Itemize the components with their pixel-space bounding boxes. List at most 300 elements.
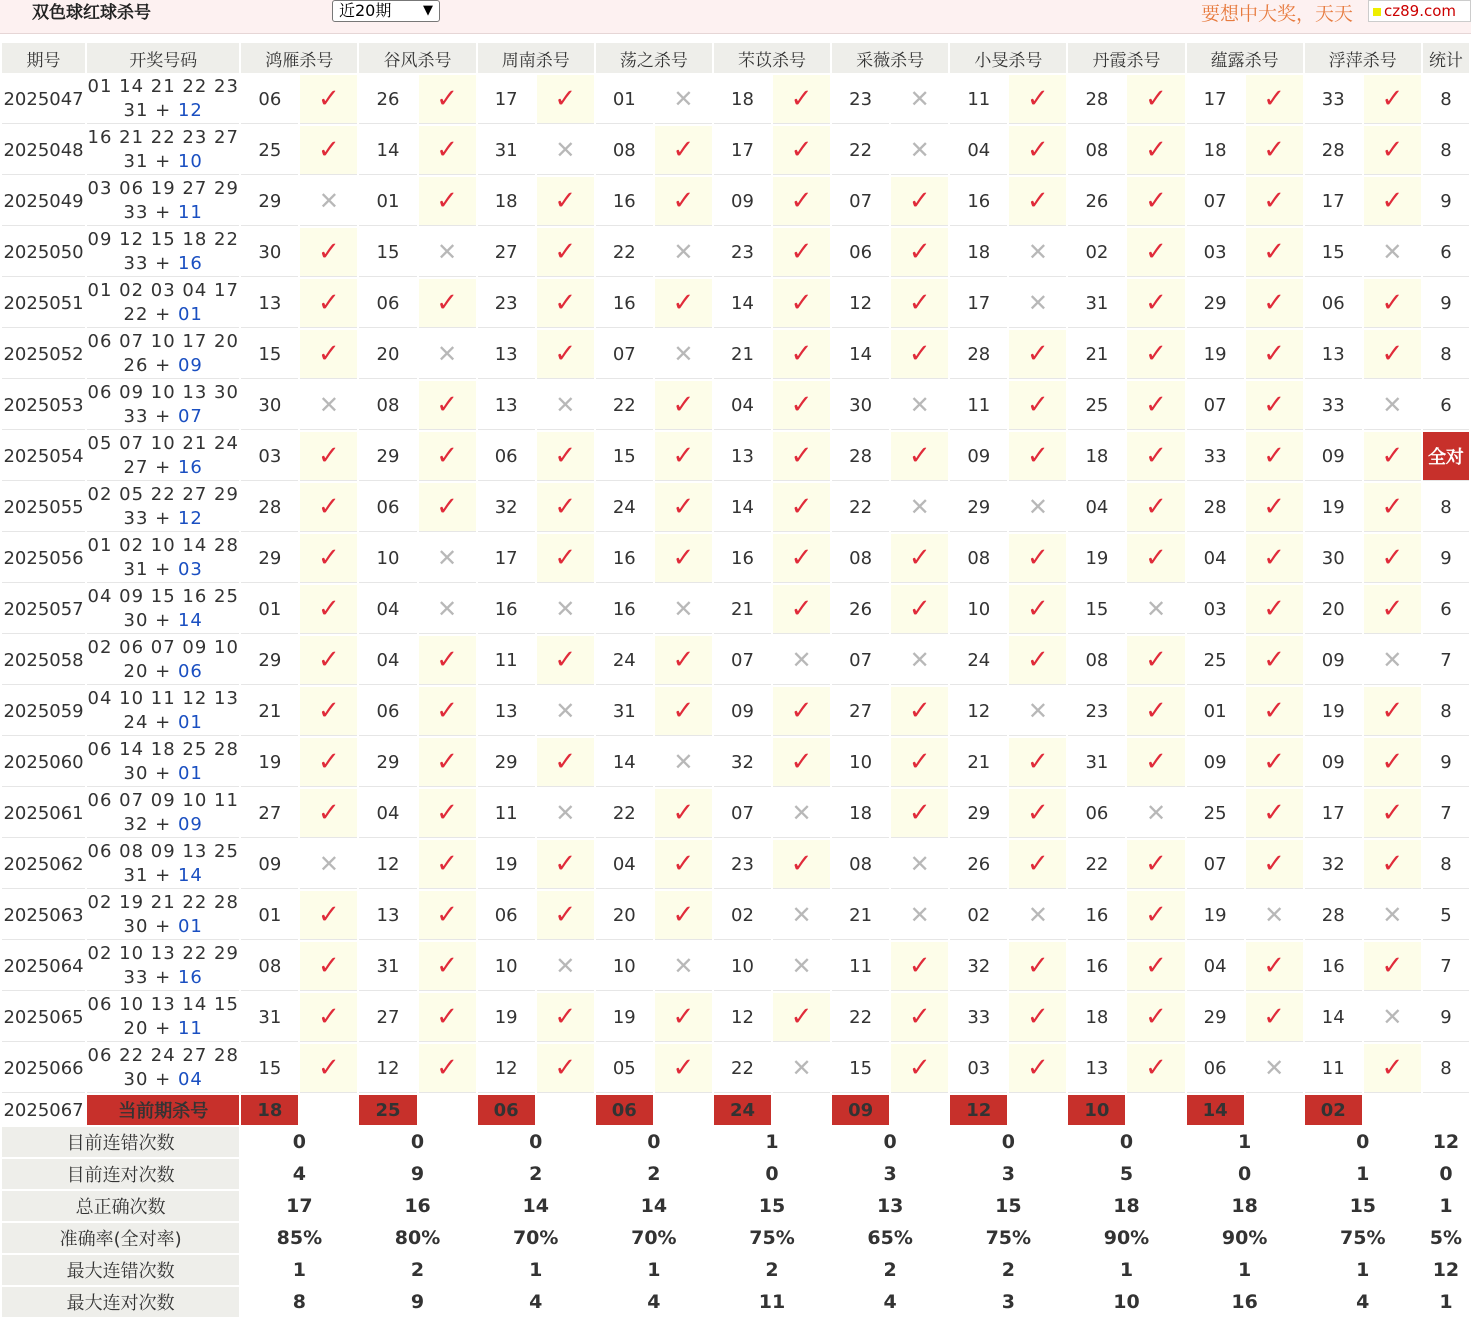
check-icon: ✓ <box>908 237 931 267</box>
miss-cell <box>419 585 476 634</box>
kill-number: 08 <box>596 126 653 175</box>
table-row <box>2 279 1469 328</box>
check-icon: ✓ <box>790 84 813 114</box>
table-row <box>2 330 1469 379</box>
check-icon: ✓ <box>436 900 458 930</box>
draw-numbers <box>87 75 239 124</box>
blue-ball: 16 <box>177 457 203 478</box>
kill-number: 11 <box>950 381 1007 430</box>
current-kill-number: 25 <box>359 1095 416 1125</box>
table-row <box>2 126 1469 175</box>
count-cell: 8 <box>1423 840 1469 889</box>
stats-value: 13 <box>876 1195 904 1217</box>
kill-number: 19 <box>1305 687 1362 736</box>
hit-cell <box>891 585 948 634</box>
kill-number: 04 <box>596 840 653 889</box>
kill-number: 09 <box>714 177 771 226</box>
kill-number: 31 <box>478 126 535 175</box>
draw-line2 <box>87 711 239 735</box>
kill-number: 33 <box>1305 381 1362 430</box>
miss-cell <box>773 636 830 685</box>
miss-cell <box>773 789 830 838</box>
check-icon: ✓ <box>672 492 695 522</box>
period-cell: 2025066 <box>2 1044 85 1093</box>
stats-total: 0 <box>1439 1163 1453 1185</box>
hit-cell <box>300 1044 357 1093</box>
kill-number: 23 <box>1068 687 1125 736</box>
check-icon: ✓ <box>436 1053 458 1083</box>
kill-number: 17 <box>1187 75 1244 124</box>
table-row <box>2 1044 1469 1093</box>
check-icon: ✓ <box>672 288 695 318</box>
check-icon: ✓ <box>554 441 577 471</box>
kill-number: 22 <box>832 483 889 532</box>
current-period: 2025067 <box>2 1095 85 1125</box>
current-kill-number: 24 <box>714 1095 771 1125</box>
count-cell: 8 <box>1423 687 1469 736</box>
stats-value: 2 <box>765 1259 779 1281</box>
hit-cell <box>1127 1044 1184 1093</box>
period-select[interactable] <box>332 0 440 22</box>
kill-number-table <box>0 41 1471 1319</box>
draw-line2 <box>87 405 239 429</box>
kill-number: 16 <box>1068 942 1125 991</box>
hit-cell <box>891 687 948 736</box>
kill-number: 03 <box>950 1044 1007 1093</box>
check-icon: ✓ <box>1145 747 1167 777</box>
kill-number: 09 <box>714 687 771 736</box>
cross-icon: ✕ <box>791 900 812 929</box>
check-icon: ✓ <box>318 339 340 369</box>
empty-cell <box>655 1095 712 1125</box>
stats-value: 1 <box>765 1131 779 1153</box>
hit-cell <box>300 483 357 532</box>
check-icon: ✓ <box>908 951 931 981</box>
miss-cell <box>1009 483 1066 532</box>
draw-line2 <box>87 915 239 939</box>
period-cell: 2025064 <box>2 942 85 991</box>
check-icon: ✓ <box>1026 951 1049 981</box>
kill-number: 18 <box>1187 126 1244 175</box>
draw-line2 <box>87 201 239 225</box>
kill-number: 29 <box>950 483 1007 532</box>
kill-number: 01 <box>241 585 298 634</box>
kill-number: 17 <box>478 534 535 583</box>
check-icon: ✓ <box>790 390 813 420</box>
red-balls-line1: 06 08 09 13 25 <box>87 841 239 862</box>
empty-cell <box>1246 1095 1303 1125</box>
table-row <box>2 840 1469 889</box>
hit-cell <box>1009 840 1066 889</box>
kill-number: 22 <box>832 126 889 175</box>
hit-cell <box>1127 891 1184 940</box>
check-icon: ✓ <box>554 339 577 369</box>
kill-number: 06 <box>478 891 535 940</box>
column-header: 采薇杀号 <box>832 43 948 73</box>
check-icon: ✓ <box>1381 339 1404 369</box>
kill-number: 02 <box>714 891 771 940</box>
stats-total: 1 <box>1439 1291 1453 1313</box>
kill-number: 21 <box>1068 330 1125 379</box>
hit-cell <box>1127 687 1184 736</box>
table-row <box>2 228 1469 277</box>
blue-ball: 06 <box>177 661 203 682</box>
miss-cell <box>1009 891 1066 940</box>
check-icon: ✓ <box>908 339 931 369</box>
check-icon: ✓ <box>318 594 340 624</box>
check-icon: ✓ <box>1263 390 1286 420</box>
check-icon: ✓ <box>318 441 340 471</box>
hit-cell <box>773 534 830 583</box>
check-icon: ✓ <box>436 186 458 216</box>
stats-value: 15 <box>1349 1195 1377 1217</box>
check-icon: ✓ <box>554 186 577 216</box>
hit-cell <box>419 1044 476 1093</box>
hit-cell <box>1127 279 1184 328</box>
stats-total: 1 <box>1439 1195 1453 1217</box>
red-ball: 20 <box>123 1018 149 1039</box>
red-ball: 33 <box>123 253 149 274</box>
stats-value: 0 <box>1119 1131 1134 1153</box>
stats-row <box>2 1223 1469 1253</box>
check-icon: ✓ <box>1263 951 1286 981</box>
cross-icon: ✕ <box>909 390 930 419</box>
cross-icon: ✕ <box>909 645 930 674</box>
table-row <box>2 534 1469 583</box>
check-icon: ✓ <box>1145 1002 1167 1032</box>
kill-number: 13 <box>1305 330 1362 379</box>
plus-sign: + <box>148 508 178 529</box>
miss-cell <box>773 1044 830 1093</box>
blue-ball: 03 <box>177 559 203 580</box>
kill-number: 29 <box>241 636 298 685</box>
check-icon: ✓ <box>1263 84 1286 114</box>
check-icon: ✓ <box>1263 594 1286 624</box>
kill-number: 19 <box>478 840 535 889</box>
kill-number: 04 <box>1187 942 1244 991</box>
miss-cell <box>1246 1044 1303 1093</box>
current-label: 当前期杀号 <box>87 1095 239 1125</box>
hit-cell <box>773 126 830 175</box>
kill-number: 04 <box>1068 483 1125 532</box>
check-icon: ✓ <box>790 543 813 573</box>
hit-cell <box>773 279 830 328</box>
table-row <box>2 177 1469 226</box>
stats-value: 0 <box>1238 1163 1252 1185</box>
cross-icon: ✕ <box>437 237 458 266</box>
check-icon: ✓ <box>318 747 340 777</box>
count-cell: 7 <box>1423 789 1469 838</box>
check-icon: ✓ <box>908 798 931 828</box>
cross-icon: ✕ <box>1382 645 1403 674</box>
check-icon: ✓ <box>1026 186 1049 216</box>
check-icon: ✓ <box>1145 135 1167 165</box>
kill-number: 18 <box>714 75 771 124</box>
kill-number: 13 <box>714 432 771 481</box>
check-icon: ✓ <box>1145 186 1167 216</box>
stats-row <box>2 1159 1469 1189</box>
check-icon: ✓ <box>436 441 458 471</box>
miss-cell <box>891 75 948 124</box>
site-logo[interactable] <box>1368 0 1471 22</box>
check-icon: ✓ <box>672 645 695 675</box>
kill-number: 08 <box>950 534 1007 583</box>
kill-number: 04 <box>359 585 416 634</box>
draw-line2 <box>87 303 239 327</box>
hit-cell <box>1246 75 1303 124</box>
hit-cell <box>1127 942 1184 991</box>
red-balls-line1: 04 09 15 16 25 <box>87 586 239 607</box>
kill-number: 08 <box>832 840 889 889</box>
red-ball: 31 <box>123 100 149 121</box>
kill-number: 12 <box>359 1044 416 1093</box>
kill-number: 23 <box>832 75 889 124</box>
kill-number: 29 <box>241 177 298 226</box>
stats-value: 3 <box>1001 1163 1015 1185</box>
hit-cell <box>537 636 594 685</box>
cross-icon: ✕ <box>555 798 576 827</box>
hit-cell <box>1364 279 1421 328</box>
check-icon: ✓ <box>436 288 458 318</box>
hit-cell <box>655 636 712 685</box>
hit-cell <box>1246 993 1303 1042</box>
kill-number: 13 <box>1068 1044 1125 1093</box>
hit-cell <box>1127 483 1184 532</box>
current-kill-number: 02 <box>1305 1095 1362 1125</box>
cross-icon: ✕ <box>1382 900 1403 929</box>
hit-cell <box>1127 993 1184 1042</box>
logo-icon <box>1373 8 1381 16</box>
stats-label: 最大连错次数 <box>2 1255 239 1285</box>
cross-icon: ✕ <box>1264 900 1285 929</box>
kill-number: 08 <box>832 534 889 583</box>
hit-cell <box>1127 840 1184 889</box>
kill-number: 10 <box>478 942 535 991</box>
hit-cell <box>1246 942 1303 991</box>
kill-number: 16 <box>596 279 653 328</box>
kill-number: 20 <box>1305 585 1362 634</box>
count-cell: 7 <box>1423 942 1469 991</box>
kill-number: 03 <box>1187 585 1244 634</box>
plus-sign: + <box>148 355 178 376</box>
draw-line2 <box>87 150 239 174</box>
red-ball: 30 <box>123 1069 149 1090</box>
kill-number: 16 <box>714 534 771 583</box>
check-icon: ✓ <box>672 696 695 726</box>
kill-number: 01 <box>241 891 298 940</box>
kill-number: 28 <box>1187 483 1244 532</box>
kill-number: 29 <box>359 738 416 787</box>
cross-icon: ✕ <box>555 390 576 419</box>
miss-cell <box>655 942 712 991</box>
hit-cell <box>537 993 594 1042</box>
hit-cell <box>1009 381 1066 430</box>
plus-sign: + <box>148 253 178 274</box>
plus-sign: + <box>148 916 178 937</box>
hit-cell <box>1246 177 1303 226</box>
blue-ball: 04 <box>177 1069 203 1090</box>
check-icon: ✓ <box>1381 84 1404 114</box>
kill-number: 30 <box>241 381 298 430</box>
current-kill-number: 06 <box>596 1095 653 1125</box>
kill-number: 29 <box>1187 279 1244 328</box>
period-cell: 2025053 <box>2 381 85 430</box>
hit-cell <box>655 891 712 940</box>
hit-cell <box>655 381 712 430</box>
empty-cell <box>891 1095 948 1125</box>
stats-row <box>2 1255 1469 1285</box>
kill-number: 33 <box>1305 75 1362 124</box>
check-icon: ✓ <box>1381 696 1404 726</box>
cross-icon: ✕ <box>791 1053 812 1082</box>
hit-cell <box>773 585 830 634</box>
check-icon: ✓ <box>1381 135 1404 165</box>
miss-cell <box>891 840 948 889</box>
check-icon: ✓ <box>1026 135 1049 165</box>
red-ball: 32 <box>123 814 149 835</box>
check-icon: ✓ <box>318 288 340 318</box>
check-icon: ✓ <box>790 135 813 165</box>
miss-cell <box>655 738 712 787</box>
kill-number: 12 <box>359 840 416 889</box>
cross-icon: ✕ <box>437 339 458 368</box>
plus-sign: + <box>148 457 178 478</box>
cross-icon: ✕ <box>437 543 458 572</box>
stats-value: 80% <box>394 1227 441 1249</box>
hit-cell <box>419 75 476 124</box>
check-icon: ✓ <box>1263 237 1286 267</box>
check-icon: ✓ <box>554 645 577 675</box>
hit-cell <box>1246 840 1303 889</box>
period-select-value: 近20期 <box>339 1 392 20</box>
cross-icon: ✕ <box>437 594 458 623</box>
period-cell: 2025049 <box>2 177 85 226</box>
kill-number: 15 <box>832 1044 889 1093</box>
kill-number: 15 <box>596 432 653 481</box>
hit-cell <box>300 636 357 685</box>
hit-cell <box>655 789 712 838</box>
plus-sign: + <box>148 202 178 223</box>
check-icon: ✓ <box>1381 543 1404 573</box>
red-ball: 33 <box>123 508 149 529</box>
miss-cell <box>1364 891 1421 940</box>
stats-value: 2 <box>1001 1259 1015 1281</box>
kill-number: 27 <box>359 993 416 1042</box>
red-balls-line1: 06 07 09 10 11 <box>87 790 239 811</box>
check-icon: ✓ <box>908 594 931 624</box>
check-icon: ✓ <box>436 1002 458 1032</box>
miss-cell <box>1009 687 1066 736</box>
kill-number: 23 <box>714 228 771 277</box>
kill-number: 33 <box>1187 432 1244 481</box>
hit-cell <box>1127 177 1184 226</box>
stats-label: 准确率(全对率) <box>2 1223 239 1253</box>
period-cell: 2025058 <box>2 636 85 685</box>
red-balls-line1: 06 22 24 27 28 <box>87 1045 239 1066</box>
kill-number: 30 <box>832 381 889 430</box>
red-ball: 26 <box>123 355 149 376</box>
hit-cell <box>1009 585 1066 634</box>
stats-value: 70% <box>631 1227 677 1249</box>
check-icon: ✓ <box>672 849 695 879</box>
miss-cell <box>891 636 948 685</box>
kill-number: 15 <box>1068 585 1125 634</box>
plus-sign: + <box>148 661 178 682</box>
hit-cell <box>1364 75 1421 124</box>
red-balls-line1: 02 05 22 27 29 <box>87 484 239 505</box>
column-header: 芣苡杀号 <box>714 43 830 73</box>
kill-number: 29 <box>359 432 416 481</box>
draw-numbers <box>87 585 239 634</box>
stats-value: 1 <box>1119 1259 1134 1281</box>
check-icon: ✓ <box>1381 849 1404 879</box>
hit-cell <box>891 330 948 379</box>
hit-cell <box>1009 789 1066 838</box>
hit-cell <box>300 993 357 1042</box>
blue-ball: 09 <box>177 355 203 376</box>
check-icon: ✓ <box>318 135 340 165</box>
kill-number: 14 <box>1305 993 1362 1042</box>
kill-number: 29 <box>241 534 298 583</box>
kill-number: 13 <box>478 687 535 736</box>
stats-value: 8 <box>292 1291 306 1313</box>
check-icon: ✓ <box>790 1002 813 1032</box>
draw-numbers <box>87 789 239 838</box>
kill-number: 24 <box>950 636 1007 685</box>
kill-number: 22 <box>596 789 653 838</box>
hit-cell <box>1246 330 1303 379</box>
hit-cell <box>1009 177 1066 226</box>
check-icon: ✓ <box>908 186 931 216</box>
table-row <box>2 636 1469 685</box>
stats-value: 1 <box>647 1259 661 1281</box>
period-cell: 2025065 <box>2 993 85 1042</box>
cross-icon: ✕ <box>791 645 812 674</box>
blue-ball: 07 <box>177 406 203 427</box>
hit-cell <box>1127 534 1184 583</box>
check-icon: ✓ <box>318 951 340 981</box>
check-icon: ✓ <box>1263 1002 1286 1032</box>
plus-sign: + <box>148 967 178 988</box>
check-icon: ✓ <box>318 900 340 930</box>
draw-line2 <box>87 609 239 633</box>
cross-icon: ✕ <box>909 84 930 113</box>
hit-cell <box>1246 228 1303 277</box>
check-icon: ✓ <box>1381 747 1404 777</box>
blue-ball: 01 <box>177 712 203 733</box>
hit-cell <box>537 228 594 277</box>
check-icon: ✓ <box>908 1053 931 1083</box>
hit-cell <box>537 330 594 379</box>
stats-value: 0 <box>529 1131 543 1153</box>
check-icon: ✓ <box>436 492 458 522</box>
cross-icon: ✕ <box>791 951 812 980</box>
hit-cell <box>1364 942 1421 991</box>
stats-value: 0 <box>883 1131 897 1153</box>
plus-sign: + <box>148 865 178 886</box>
cross-icon: ✕ <box>318 186 339 215</box>
current-kill-number: 12 <box>950 1095 1007 1125</box>
hit-cell <box>655 432 712 481</box>
hit-cell <box>655 177 712 226</box>
hit-cell <box>1364 1044 1421 1093</box>
stats-value: 75% <box>985 1227 1032 1249</box>
miss-cell <box>300 177 357 226</box>
hit-cell <box>891 432 948 481</box>
kill-number: 19 <box>1187 891 1244 940</box>
count-cell: 6 <box>1423 381 1469 430</box>
column-header: 谷风杀号 <box>359 43 475 73</box>
